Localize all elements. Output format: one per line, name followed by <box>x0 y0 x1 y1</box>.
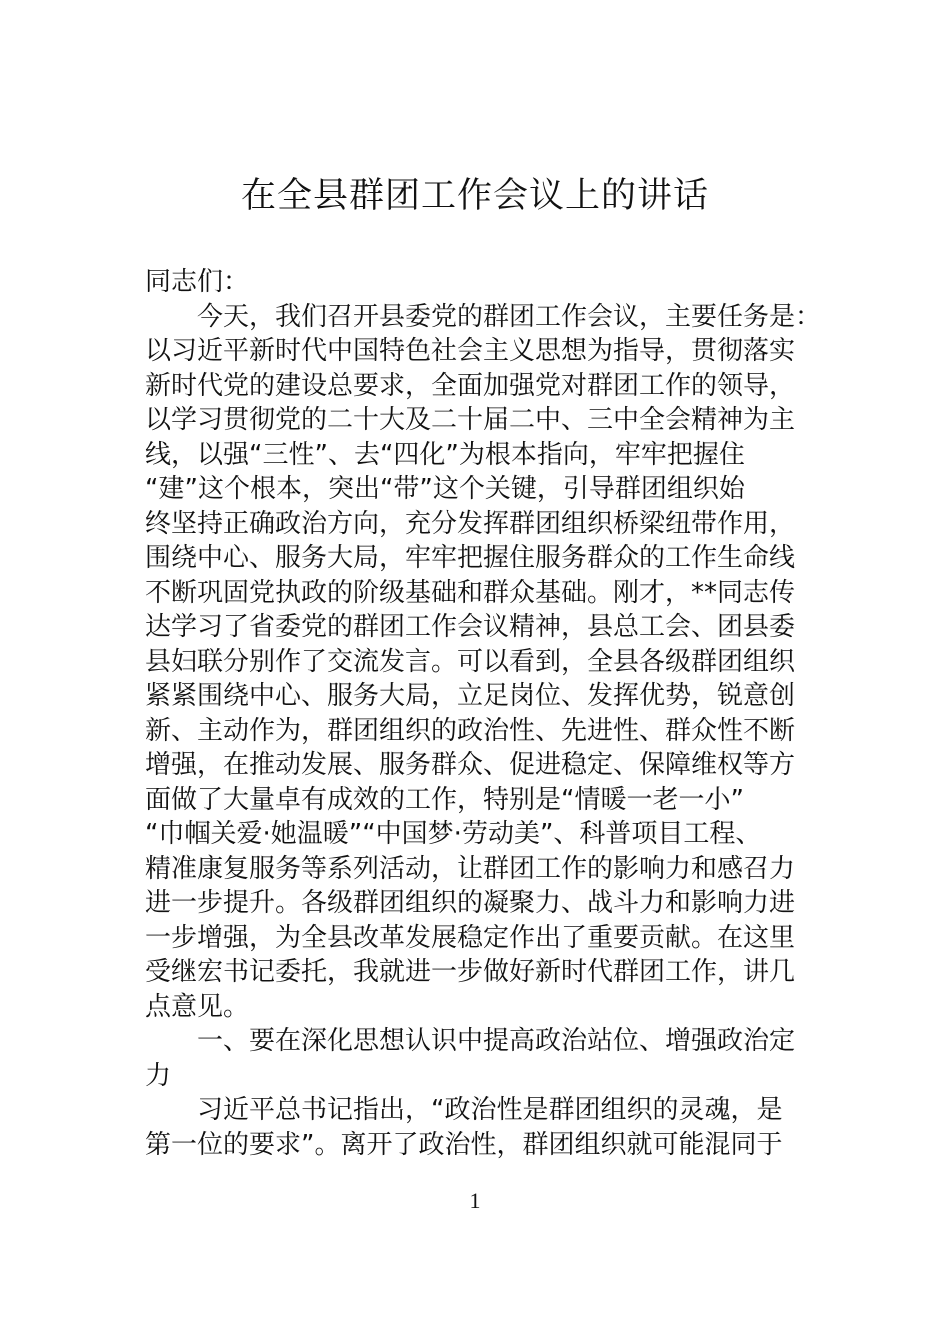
speech-body <box>145 265 845 1162</box>
paragraph-line: 面做了大量卓有成效的工作，特别是“情暖一老一小” <box>145 784 744 815</box>
paragraph-line: “建”这个根本，突出“带”这个关键，引导群团组织始 <box>145 474 745 504</box>
paragraph-line: 一步增强，为全县改革发展稳定作出了重要贡献。在这里 <box>145 922 796 953</box>
paragraph-line: 第一位的要求”。离开了政治性，群团组织就可能混同于 <box>145 1129 783 1160</box>
section-heading-line: 一、要在深化思想认识中提高政治站位、增强政治定 <box>197 1026 796 1056</box>
paragraph-line: 点意见。 <box>145 991 250 1022</box>
paragraph-line: 紧紧围绕中心、服务大局，立足岗位、发挥优势，锐意创 <box>145 681 796 711</box>
paragraph-line: 不断巩固党执政的阶级基础和群众基础。刚才，**同志传 <box>145 577 796 608</box>
salutation-line: 同志们： <box>145 267 250 297</box>
paragraph-line: 新、主动作为，群团组织的政治性、先进性、群众性不断 <box>145 715 796 746</box>
paragraph-line: 围绕中心、服务大局，牢牢把握住服务群众的工作生命线 <box>145 543 796 573</box>
paragraph-line: 精准康复服务等系列活动，让群团工作的影响力和感召力 <box>145 853 796 884</box>
document-title: 在全县群团工作会议上的讲话 <box>240 176 709 216</box>
paragraph-line: 达学习了省委党的群团工作会议精神，县总工会、团县委 <box>145 612 796 642</box>
paragraph-line: 习近平总书记指出，“政治性是群团组织的灵魂，是 <box>197 1095 783 1125</box>
paragraph-line: 以习近平新时代中国特色社会主义思想为指导，贯彻落实 <box>145 336 796 366</box>
paragraph-line: 县妇联分别作了交流发言。可以看到，全县各级群团组织 <box>145 646 796 677</box>
paragraph-line: 新时代党的建设总要求，全面加强党对群团工作的领导， <box>145 370 796 401</box>
page-number: 1 <box>469 1188 481 1213</box>
section-heading-line: 力 <box>145 1060 172 1091</box>
paragraph-line: 增强，在推动发展、服务群众、促进稳定、保障维权等方 <box>145 750 796 780</box>
paragraph-line: “巾帼关爱·她温暖”“中国梦·劳动美”、科普项目工程、 <box>145 819 762 849</box>
paragraph-line: 今天，我们召开县委党的群团工作会议，主要任务是： <box>197 301 822 332</box>
paragraph-line: 以学习贯彻党的二十大及二十届二中、三中全会精神为主 <box>145 405 796 435</box>
paragraph-line: 受继宏书记委托，我就进一步做好新时代群团工作，讲几 <box>145 957 796 987</box>
paragraph-line: 终坚持正确政治方向，充分发挥群团组织桥梁纽带作用， <box>145 508 796 539</box>
paragraph-line: 进一步提升。各级群团组织的凝聚力、战斗力和影响力进 <box>145 888 796 918</box>
paragraph-line: 线，以强“三性”、去“四化”为根本指向，牢牢把握住 <box>145 439 745 470</box>
